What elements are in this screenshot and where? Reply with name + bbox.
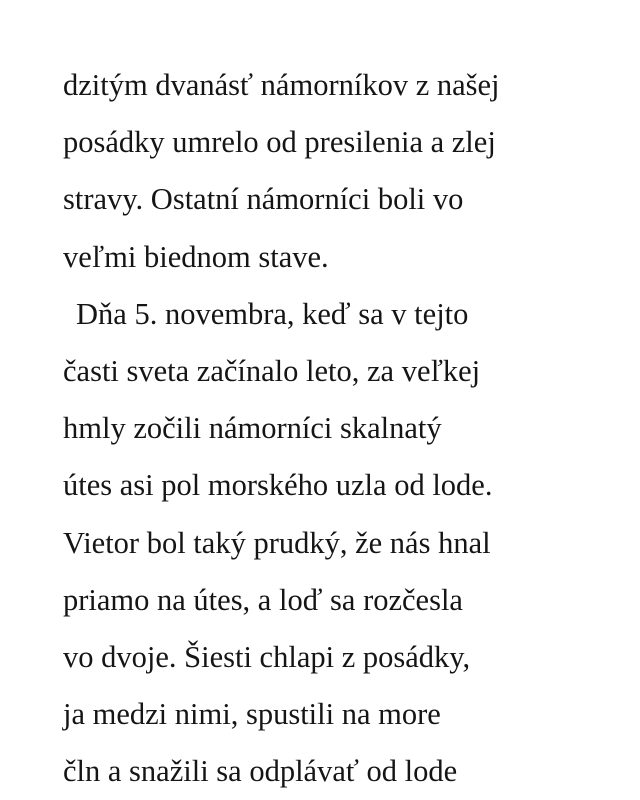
text-line: útes asi pol morského uzla od lode. <box>63 468 493 503</box>
text-line: dzitým dvanásť námorníkov z našej <box>63 68 500 102</box>
text-line: čln a snažili sa odplávať od lode <box>63 754 458 789</box>
text-line: ja medzi nimi, spustili na more <box>63 697 441 732</box>
paragraph-first-line: Dňa 5. novembra, keď sa v tejto <box>76 296 469 331</box>
text-line: hmly zočili námorníci skalnatý <box>63 411 442 446</box>
text-line: stravy. Ostatní námorníci boli vo <box>63 182 464 217</box>
text-line: veľmi biednom stave. <box>63 239 329 274</box>
text-line: posádky umrelo od presilenia a zlej <box>63 125 496 160</box>
body-text <box>63 57 623 800</box>
text-line: časti sveta začínalo leto, za veľkej <box>63 353 481 388</box>
text-line: vo dvoje. Šiesti chlapi z posádky, <box>63 639 471 674</box>
text-line: priamo na útes, a loď sa rozčesla <box>63 582 463 617</box>
text-line: Vietor bol taký prudký, že nás hnal <box>63 525 491 560</box>
